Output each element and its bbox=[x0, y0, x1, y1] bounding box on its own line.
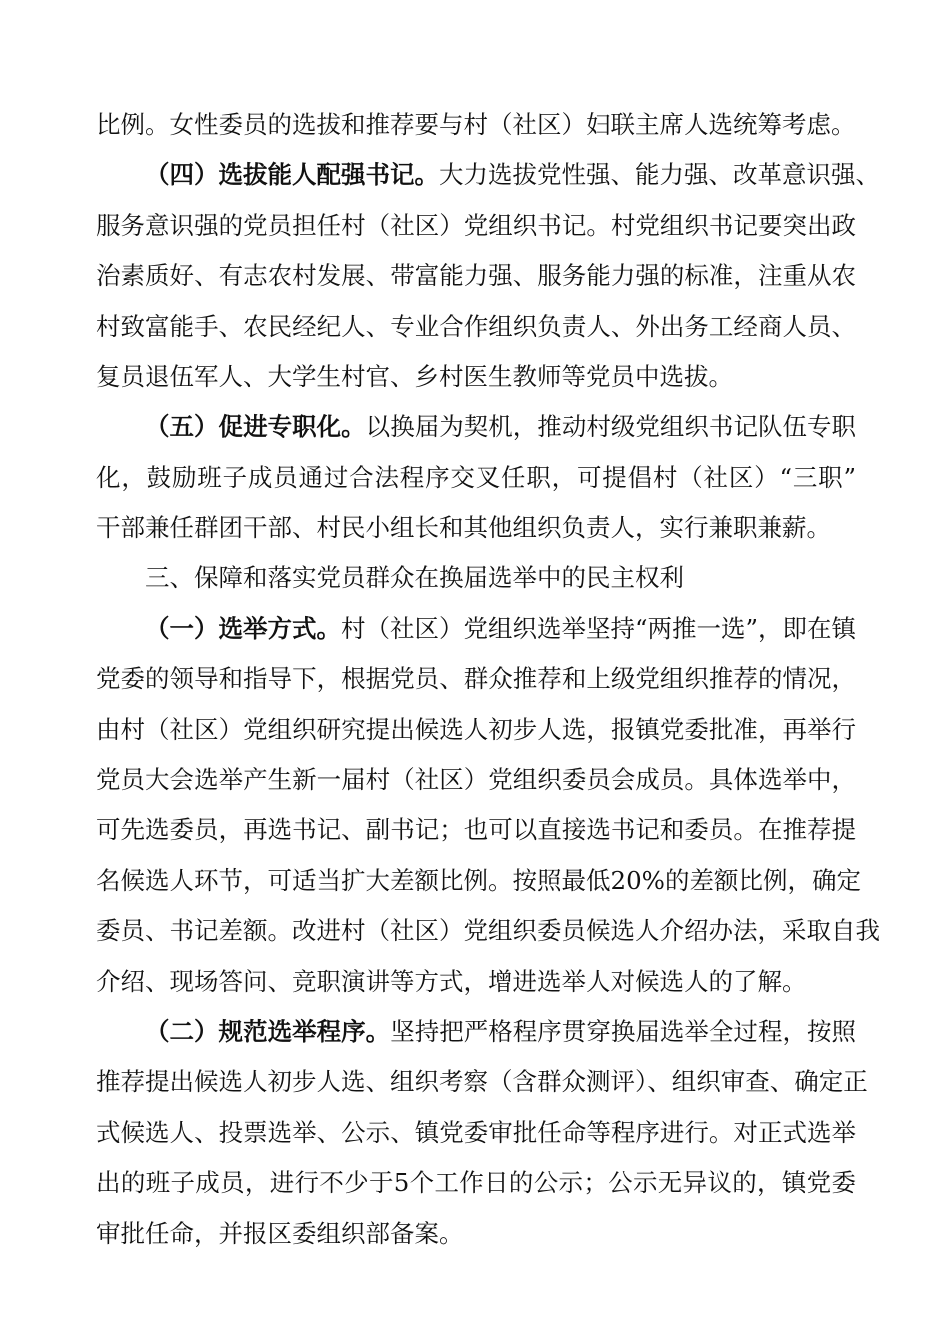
text-line: 比例。女性委员的选拔和推荐要与村（社区）妇联主席人选统筹考虑。 bbox=[96, 110, 856, 139]
text-line: 介绍、现场答问、竞职演讲等方式，增进选举人对候选人的了解。 bbox=[96, 967, 807, 996]
text-line: （一）选举方式。村（社区）党组织选举坚持“两推一选”，即在镇 bbox=[145, 614, 857, 643]
text-line: （五）促进专职化。以换届为契机，推动村级党组织书记队伍专职 bbox=[145, 412, 857, 441]
text-line: 可先选委员，再选书记、副书记；也可以直接选书记和委员。在推荐提 bbox=[96, 815, 856, 844]
section-title: （二）规范选举程序。 bbox=[145, 1017, 391, 1046]
text-line: 村致富能手、农民经纪人、专业合作组织负责人、外出务工经商人员、 bbox=[96, 312, 856, 341]
section-title: （五）促进专职化。 bbox=[145, 412, 366, 441]
section-title: （一）选举方式。 bbox=[145, 614, 341, 643]
section-title: （四）选拔能人配强书记。 bbox=[145, 160, 439, 189]
text-line: 委员、书记差额。改进村（社区）党组织委员候选人介绍办法，采取自我 bbox=[96, 916, 880, 945]
text-line: （二）规范选举程序。坚持把严格程序贯穿换届选举全过程，按照 bbox=[145, 1017, 857, 1046]
text-line: 推荐提出候选人初步人选、组织考察（含群众测评）、组织审查、确定正 bbox=[96, 1067, 868, 1096]
section-heading: 三、保障和落实党员群众在换届选举中的民主权利 bbox=[145, 563, 684, 592]
text-line: 出的班子成员，进行不少于5个工作日的公示；公示无异议的，镇党委 bbox=[96, 1168, 856, 1197]
text-line: 化，鼓励班子成员通过合法程序交叉任职，可提倡村（社区）“三职” bbox=[96, 463, 856, 492]
text-line: 服务意识强的党员担任村（社区）党组织书记。村党组织书记要突出政 bbox=[96, 211, 856, 240]
text-line: 复员退伍军人、大学生村官、乡村医生教师等党员中选拔。 bbox=[96, 362, 733, 391]
text-line: （四）选拔能人配强书记。大力选拔党性强、能力强、改革意识强、 bbox=[145, 160, 880, 189]
text-line: 式候选人、投票选举、公示、镇党委审批任命等程序进行。对正式选举 bbox=[96, 1118, 856, 1147]
text-line: 治素质好、有志农村发展、带富能力强、服务能力强的标准，注重从农 bbox=[96, 261, 856, 290]
text-line: 由村（社区）党组织研究提出候选人初步人选，报镇党委批准，再举行 bbox=[96, 715, 856, 744]
text-line: 名候选人环节，可适当扩大差额比例。按照最低20%的差额比例，确定 bbox=[96, 866, 861, 895]
text-line: 党员大会选举产生新一届村（社区）党组织委员会成员。具体选举中， bbox=[96, 765, 856, 794]
text-line: 审批任命，并报区委组织部备案。 bbox=[96, 1219, 464, 1248]
text-line: 党委的领导和指导下，根据党员、群众推荐和上级党组织推荐的情况， bbox=[96, 664, 856, 693]
text-line: 干部兼任群团干部、村民小组长和其他组织负责人，实行兼职兼薪。 bbox=[96, 513, 831, 542]
